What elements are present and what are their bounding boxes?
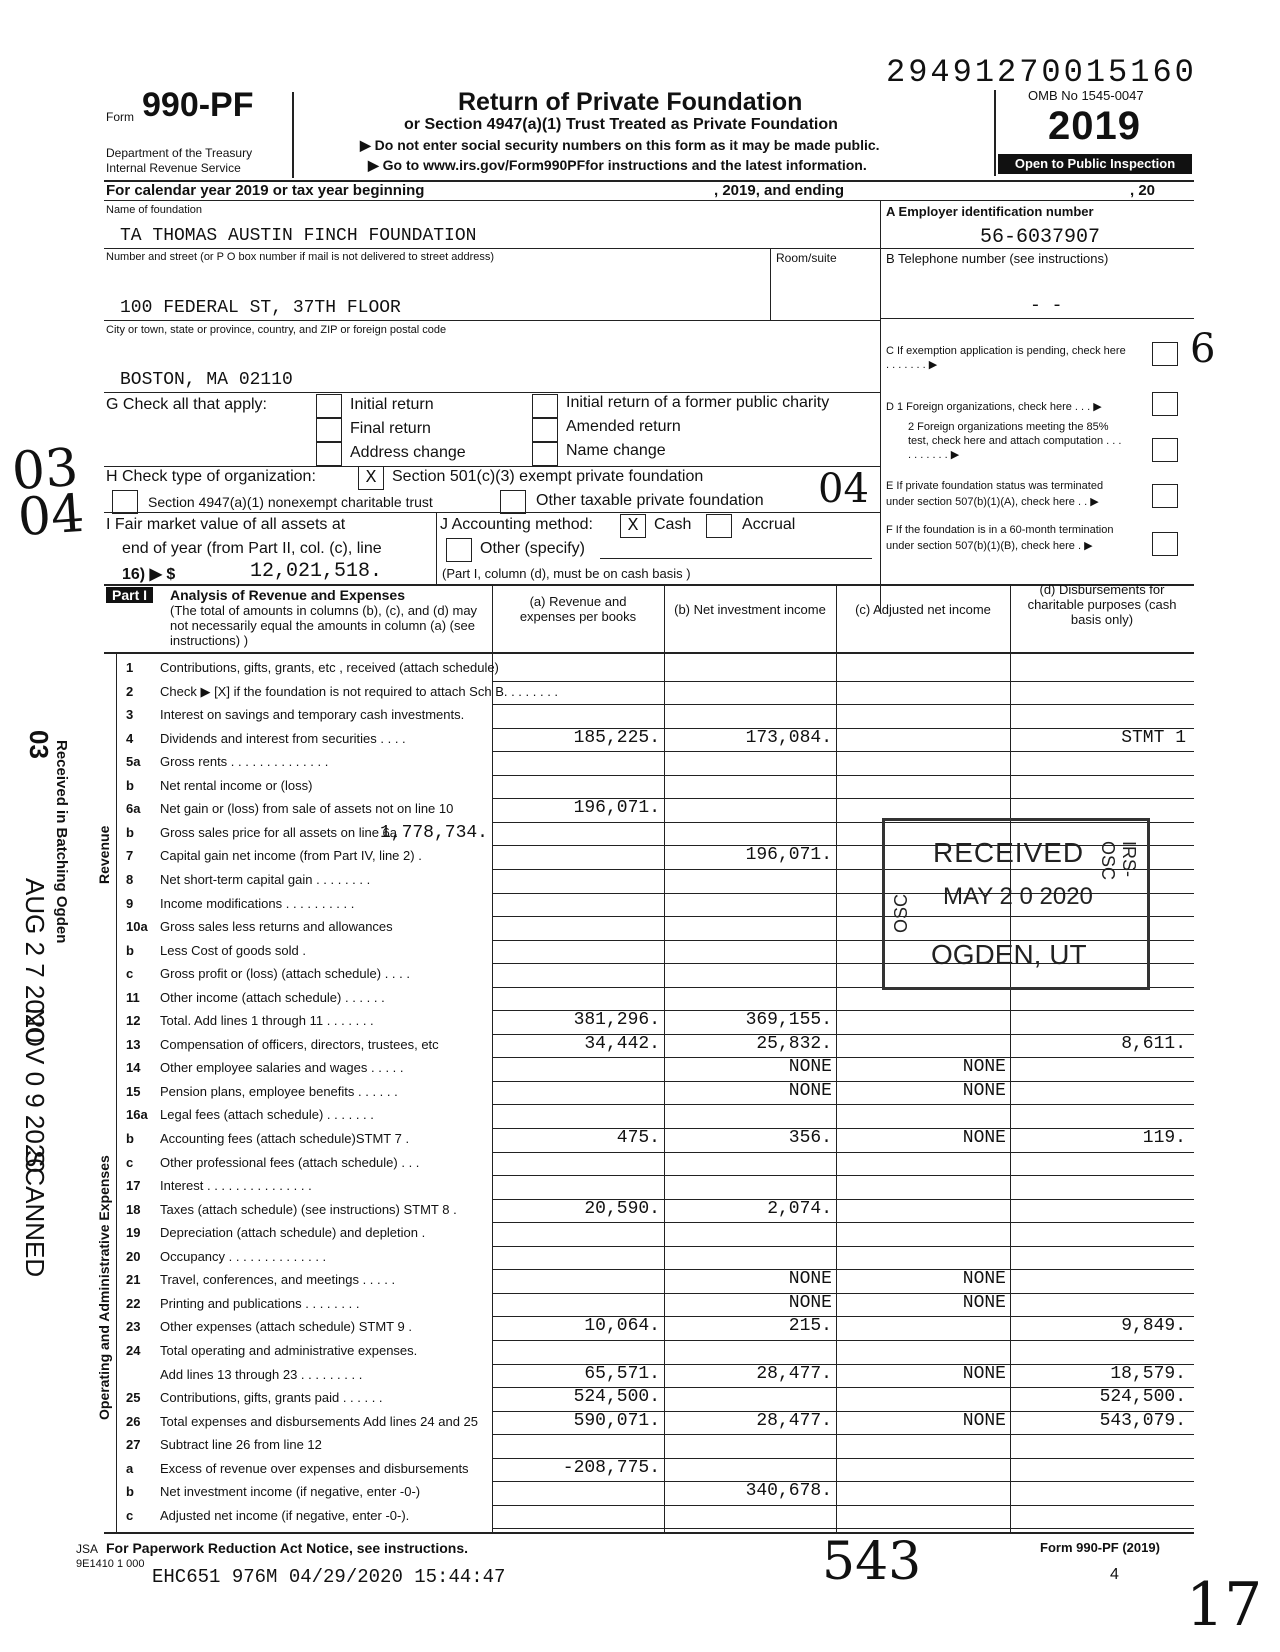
org-name: TA THOMAS AUSTIN FINCH FOUNDATION (120, 226, 477, 246)
line-description: Pension plans, employee benefits . . . . . . (160, 1083, 398, 1099)
col-a-value: 185,225. (573, 727, 660, 748)
initial-former-label: Initial return of a former public charity (566, 394, 830, 411)
instruction-website: ▶ Go to www.irs.gov/Form990PFfor instructions and the latest information. (368, 157, 867, 173)
col-b-value: NONE (788, 1080, 832, 1101)
col-c-value: NONE (962, 1363, 1006, 1384)
line-number: 11 (126, 989, 140, 1005)
line-description: Excess of revenue over expenses and disbursements (160, 1460, 469, 1476)
line-number: b (126, 1484, 134, 1500)
col-b-value: 369,155. (745, 1010, 832, 1031)
status-terminated-checkbox[interactable] (1152, 484, 1178, 508)
row-rule (492, 775, 1194, 776)
col-c-value: NONE (962, 1128, 1006, 1148)
col-d-value: 524,500. (1099, 1387, 1186, 1408)
col-a-value: 10,064. (584, 1316, 660, 1337)
row-rule (492, 1505, 1194, 1506)
row-rule (492, 1222, 1194, 1223)
line-description: Interest . . . . . . . . . . . . . . . (160, 1178, 312, 1194)
row-rule (492, 1269, 1194, 1270)
line-description: Check ▶ [X] if the foundation is not required to attach Sch B. . . . . . . . (160, 683, 559, 699)
line-number: 23 (126, 1319, 141, 1335)
fmv-line1: I Fair market value of all assets at (106, 516, 346, 533)
col-d-value: 543,079. (1099, 1410, 1186, 1431)
line-description: Dividends and interest from securities . . . . (160, 730, 406, 746)
street-label: Number and street (or P O box number if mail is not delivered to street address) (106, 251, 495, 263)
address-change-checkbox[interactable] (316, 442, 342, 466)
footer-code: 9E1410 1 000 (76, 1558, 145, 1570)
handwritten-6: 6 (1190, 326, 1216, 372)
col-b-value: NONE (788, 1057, 832, 1078)
line-number: 8 (126, 871, 134, 887)
col-b-value: 196,071. (745, 845, 832, 866)
row-rule (492, 1293, 1194, 1294)
line-description: Gross rents . . . . . . . . . . . . . . (160, 754, 329, 770)
col-b-value: 340,678. (745, 1481, 832, 1502)
stamp-location: OGDEN, UT (931, 939, 1087, 970)
col-a-value: 34,442. (584, 1033, 660, 1054)
ein-value: 56-6037907 (980, 226, 1101, 249)
line-description: Occupancy . . . . . . . . . . . . . . (160, 1248, 327, 1264)
dln-number: 29491270015160 (886, 54, 1197, 91)
footer-jsa: JSA (76, 1542, 99, 1556)
line-description: Other professional fees (attach schedule) . . . (160, 1154, 420, 1170)
other-taxable-label: Other taxable private foundation (536, 492, 764, 509)
amended-return-checkbox[interactable] (532, 418, 558, 442)
line-description: Net rental income or (loss) (160, 777, 313, 793)
col-d-value: 9,849. (1121, 1316, 1186, 1337)
col-a-value: 381,296. (573, 1010, 660, 1031)
line-description: Total. Add lines 1 through 11 . . . . . . . (160, 1013, 374, 1029)
line-description: Gross sales price for all assets on line 6a (160, 824, 397, 840)
accrual-checkbox[interactable] (706, 514, 732, 538)
line-number: 3 (126, 707, 134, 723)
cash-label: Cash (654, 516, 692, 533)
form-number: 990-PF (142, 86, 254, 124)
line-description: Printing and publications . . . . . . . . (160, 1295, 360, 1311)
line-number: 4 (126, 730, 134, 746)
row-rule (492, 1104, 1194, 1105)
col-c-value: NONE (962, 1080, 1006, 1101)
street-address: 100 FEDERAL ST, 37TH FLOOR (120, 298, 401, 318)
part1-tag: Part I (106, 587, 153, 603)
col-b-header: (b) Net investment income (674, 602, 826, 617)
status-terminated-label: E If private foundation status was terminated under section 507(b)(1)(A), check here . . ▶ (886, 480, 1104, 508)
final-return-checkbox[interactable] (316, 418, 342, 442)
final-return-label: Final return (350, 420, 431, 437)
col-a-value: -208,775. (562, 1457, 660, 1478)
col-b-value: 28,477. (756, 1363, 832, 1384)
line-description: Income modifications . . . . . . . . . . (160, 895, 355, 911)
tax-year-mid: , 2019, and ending (714, 182, 845, 199)
line-description: Depreciation (attach schedule) and depletion . (160, 1225, 426, 1241)
form-title: Return of Private Foundation (458, 88, 803, 116)
col-b-value: NONE (788, 1269, 832, 1290)
col-b-value: 215. (788, 1316, 832, 1337)
footer-ref: EHC651 976M 04/29/2020 15:44:47 (152, 1566, 506, 1588)
org-name-label: Name of foundation (106, 204, 203, 216)
row-rule (492, 1152, 1194, 1153)
line-number: 18 (126, 1201, 141, 1217)
line-description: Net gain or (loss) from sale of assets not on line 10 (160, 801, 454, 817)
stamp-side-left: OSC (891, 893, 911, 933)
line-number: 25 (126, 1390, 141, 1406)
line-description: Total operating and administrative expenses. (160, 1342, 418, 1358)
other-method-label: Other (specify) (480, 540, 585, 557)
stamp-received: RECEIVED (933, 837, 1085, 868)
line-description: Adjusted net income (if negative, enter -0-). (160, 1507, 410, 1523)
line-description: Other income (attach schedule) . . . . . . (160, 989, 385, 1005)
line-description: Compensation of officers, directors, trustees, etc (160, 1036, 439, 1052)
line-description: Other employee salaries and wages . . . . . (160, 1060, 404, 1076)
row-rule (492, 751, 1194, 752)
margin-aug-date: AUG 2 7 2020 (20, 878, 50, 1043)
city-label: City or town, state or province, country, and ZIP or foreign postal code (106, 324, 447, 336)
line-number: c (126, 1507, 134, 1523)
line-description: Interest on savings and temporary cash investments. (160, 707, 465, 723)
fmv-line3: 16) ▶ $ (122, 566, 176, 583)
line-description: Taxes (attach schedule) (see instructions) STMT 8 . (160, 1201, 457, 1217)
handwritten-03: 03 (9, 437, 81, 503)
side-label-expenses: Operating and Administrative Expenses (96, 1155, 112, 1420)
line-description: Gross profit or (loss) (attach schedule) . . . . (160, 966, 410, 982)
col-a-value: 524,500. (573, 1387, 660, 1408)
fmv-line2: end of year (from Part II, col. (c), line (122, 540, 382, 557)
part1-desc: (The total of amounts in columns (b), (c), and (d) may not necessarily equal the amounts in column (a) (see instructions) ) (170, 603, 478, 648)
4947-checkbox[interactable] (112, 490, 138, 514)
col-b-value: 356. (788, 1128, 832, 1148)
col-c-header: (c) Adjusted net income (855, 602, 991, 617)
row-rule (492, 1434, 1194, 1435)
g-label: G Check all that apply: (106, 396, 267, 413)
stamp-side-right: IRS-OSC (1098, 841, 1139, 881)
line-description: Total expenses and disbursements Add lines 24 and 25 (160, 1413, 478, 1429)
501c3-checkbox[interactable]: X (358, 466, 384, 490)
line-number: b (126, 942, 134, 958)
tax-year-line: For calendar year 2019 or tax year beginning (106, 182, 425, 199)
ein-label: A Employer identification number (886, 204, 1094, 219)
line-description: Other expenses (attach schedule) STMT 9 . (160, 1319, 412, 1335)
open-inspection-badge: Open to Public Inspection (998, 154, 1192, 174)
line-description: Contributions, gifts, grants paid . . . . . . (160, 1390, 383, 1406)
line-number: 27 (126, 1437, 141, 1453)
col-a-value: 475. (616, 1128, 660, 1148)
col-d-value: 18,579. (1110, 1363, 1186, 1384)
handwritten-04-top: 04 (818, 466, 869, 512)
termination-60-label: F If the foundation is in a 60-month termination under section 507(b)(1)(B), check here . ▶ (886, 524, 1114, 552)
line-number: b (126, 1131, 134, 1146)
col-b-value: 173,084. (745, 727, 832, 748)
dept-line1: Department of the Treasury (106, 146, 253, 160)
line-description: Add lines 13 through 23 . . . . . . . . . (160, 1366, 363, 1382)
row-rule (492, 1175, 1194, 1176)
omb-number: OMB No 1545-0047 (1028, 88, 1144, 103)
col-d-value: STMT 1 (1121, 727, 1186, 748)
501c3-label: Section 501(c)(3) exempt private foundation (392, 468, 704, 485)
col-b-value: NONE (788, 1292, 832, 1313)
h-label: H Check type of organization: (106, 468, 316, 485)
accrual-label: Accrual (742, 516, 796, 533)
line-number: 22 (126, 1295, 141, 1311)
exemption-pending-checkbox[interactable] (1152, 342, 1178, 366)
line-description: Capital gain net income (from Part IV, line 2) . (160, 848, 422, 864)
line-number: 1 (126, 660, 134, 675)
handwritten-17: 17 (1186, 1570, 1263, 1640)
line-number: 5a (126, 754, 141, 770)
name-change-checkbox[interactable] (532, 442, 558, 466)
footer-page: 4 (1110, 1566, 1119, 1583)
col-b-value: 2,074. (767, 1198, 832, 1219)
city-state-zip: BOSTON, MA 02110 (120, 370, 293, 390)
handwritten-543: 543 (822, 1532, 922, 1592)
row-rule (492, 1528, 1194, 1529)
line-number: 15 (126, 1083, 141, 1099)
other-taxable-checkbox[interactable] (500, 490, 526, 514)
row-rule (492, 681, 1194, 682)
col-d-value: 8,611. (1121, 1033, 1186, 1054)
line-number: 21 (126, 1272, 141, 1288)
stamp-date: MAY 2 0 2020 (943, 883, 1093, 910)
termination-60-checkbox[interactable] (1152, 532, 1178, 556)
name-change-label: Name change (566, 442, 666, 459)
initial-return-checkbox[interactable] (316, 394, 342, 418)
side-label-revenue: Revenue (96, 825, 112, 884)
amended-return-label: Amended return (566, 418, 681, 435)
line-number: 19 (126, 1225, 141, 1241)
initial-return-label: Initial return (350, 396, 434, 413)
col-a-value: 65,571. (584, 1363, 660, 1384)
foreign-org-checkbox[interactable] (1152, 392, 1178, 416)
exemption-pending-label: C If exemption application is pending, check here . . . . . . . ▶ (886, 345, 1126, 371)
gross-sales-price-value: 1,778,734. (379, 822, 488, 843)
line-number: a (126, 1460, 134, 1476)
foreign-85-label: 2 Foreign organizations meeting the 85% test, check here and attach computation . . . . . . . . . . ▶ (908, 421, 1122, 461)
4947-label: Section 4947(a)(1) nonexempt charitable trust (148, 494, 433, 510)
line-description: Legal fees (attach schedule) . . . . . . . (160, 1107, 374, 1123)
line-description: Subtract line 26 from line 12 (160, 1437, 322, 1453)
row-rule (492, 704, 1194, 705)
tax-year-end: , 20 (1130, 182, 1156, 199)
address-change-label: Address change (350, 444, 466, 461)
line-number: b (126, 777, 134, 793)
fmv-value: 12,021,518. (250, 560, 383, 583)
form-subtitle: or Section 4947(a)(1) Trust Treated as Private Foundation (404, 116, 838, 133)
col-a-value: 196,071. (573, 798, 660, 819)
initial-former-checkbox[interactable] (532, 394, 558, 418)
col-b-value: 28,477. (756, 1410, 832, 1431)
cash-basis-note: (Part I, column (d), must be on cash basis ) (442, 566, 691, 581)
line-number: 10a (126, 919, 148, 935)
accounting-method-label: J Accounting method: (440, 516, 593, 533)
line-description: Travel, conferences, and meetings . . . . . (160, 1272, 396, 1288)
footer-notice: For Paperwork Reduction Act Notice, see instructions. (106, 1540, 468, 1556)
col-c-value: NONE (962, 1292, 1006, 1313)
col-c-value: NONE (962, 1410, 1006, 1431)
col-a-value: 20,590. (584, 1198, 660, 1219)
col-c-value: NONE (962, 1269, 1006, 1290)
received-stamp (882, 818, 1150, 990)
margin-scanned: SCANNED (20, 1150, 50, 1278)
col-d-header: (d) Disbursements for charitable purposes (cash basis only) (1027, 582, 1177, 627)
row-rule (492, 1128, 1194, 1129)
line-number: 24 (126, 1342, 141, 1358)
line-number: 26 (126, 1413, 141, 1429)
col-a-header: (a) Revenue and expenses per books (519, 594, 637, 624)
margin-nov-date: NOV 0 9 2020 (20, 1008, 50, 1173)
part1-title: Analysis of Revenue and Expenses (170, 587, 405, 603)
col-b-value: 25,832. (756, 1033, 832, 1054)
other-method-checkbox[interactable] (446, 538, 472, 562)
line-number: 12 (126, 1013, 141, 1029)
margin-received-batching: Received in Batching Ogden (53, 740, 70, 944)
col-d-value: 119. (1142, 1128, 1186, 1148)
row-rule (492, 1057, 1194, 1058)
line-description: Less Cost of goods sold . (160, 942, 306, 958)
line-description: Net short-term capital gain . . . . . . . . (160, 871, 371, 887)
line-number: 6a (126, 801, 141, 817)
line-number: 9 (126, 895, 134, 911)
col-c-value: NONE (962, 1057, 1006, 1078)
foreign-org-label: D 1 Foreign organizations, check here . . . ▶ (886, 401, 1102, 413)
line-number: c (126, 1154, 134, 1170)
phone-label: B Telephone number (see instructions) (886, 251, 1109, 266)
line-number: 16a (126, 1107, 148, 1123)
line-number: 20 (126, 1248, 141, 1264)
line-description: Gross sales less returns and allowances (160, 919, 393, 935)
line-description: Net investment income (if negative, enter -0-) (160, 1484, 421, 1500)
room-suite-label: Room/suite (776, 251, 837, 265)
line-number: 14 (126, 1060, 141, 1076)
footer-form-ref: Form 990-PF (2019) (1040, 1540, 1160, 1555)
tax-year: 2019 (1048, 104, 1141, 148)
cash-checkbox[interactable]: X (620, 514, 646, 538)
line-description: Contributions, gifts, grants, etc , received (attach schedule) (160, 660, 499, 675)
line-number: 17 (126, 1178, 141, 1194)
phone-value: - - (1030, 296, 1063, 316)
margin-code-03: 03 (24, 730, 54, 759)
line-number: c (126, 966, 134, 982)
line-number: b (126, 824, 134, 840)
form-prefix: Form (106, 110, 134, 124)
col-a-value: 590,071. (573, 1410, 660, 1431)
row-rule (492, 1481, 1194, 1482)
row-rule (492, 1246, 1194, 1247)
line-number: 2 (126, 683, 134, 699)
instruction-ssn: ▶ Do not enter social security numbers on this form as it may be made public. (360, 137, 880, 153)
line-description: Accounting fees (attach schedule)STMT 7 . (160, 1131, 410, 1146)
dept-line2: Internal Revenue Service (106, 161, 241, 175)
line-number: 7 (126, 848, 134, 864)
row-rule (492, 1340, 1194, 1341)
row-rule (492, 1081, 1194, 1082)
handwritten-04: 04 (15, 483, 87, 549)
foreign-85-checkbox[interactable] (1152, 438, 1178, 462)
line-number: 13 (126, 1036, 141, 1052)
